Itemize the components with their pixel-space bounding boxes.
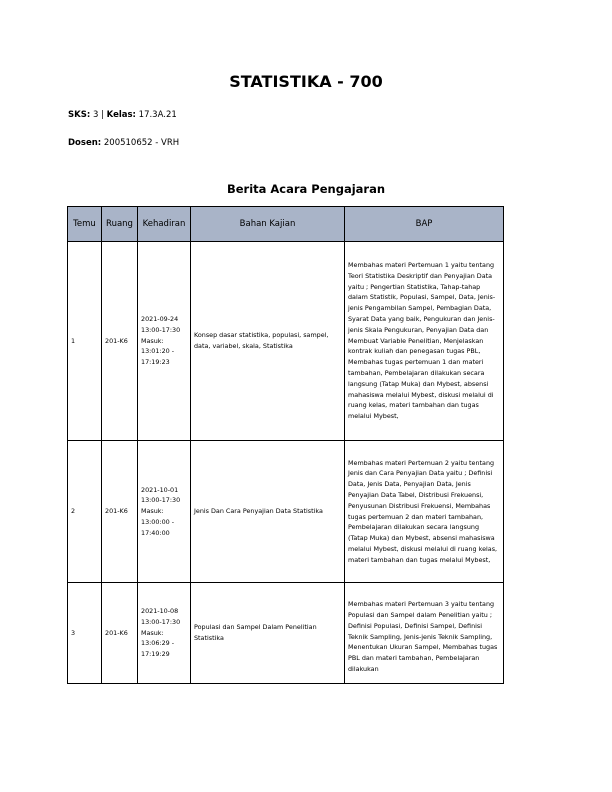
kelas-label: Kelas: [106,110,136,120]
cell-temu: 2 [68,441,102,583]
bap-table [67,206,504,684]
meta-separator: | [101,110,104,120]
table-header-row [68,207,504,242]
cell-kehadiran: 2021-10-08 13:00-17:30 Masuk: 13:06:29 - 17:19:29 [138,583,191,684]
table-row [68,242,504,441]
lecturer-info [68,138,179,148]
page-title: STATISTIKA - 700 [229,72,383,91]
kelas-value: 17.3A.21 [138,110,177,120]
cell-bap: Membahas materi Pertemuan 1 yaitu tentang Teori Statistika Deskriptif dan Penyajian Data yaitu ; Pengertian Statistika, Tahap-tahap dalam Statistik, Populasi, Sampel, Data, Jenis-jenis Pengambilan Sampel, Pembagian Data, Syarat Data yang baik, Pengukuran dan Jenis-jenis Skala Pengukuran, Penyajian Data dan Membuat Variable Penelitian, Menjelaskan kontrak kuliah dan penegasan tugas PBL, Membahas tugas pertemuan 1 dan materi tambahan, Pembelajaran dilakukan secara langsung (Tatap Muka) dan Mybest, absensi mahasiswa melalui Mybest, diskusi melalui di ruang kelas, materi tambahan dan tugas melalui Mybest, [345,242,504,441]
cell-bahan-kajian: Jenis Dan Cara Penyajian Data Statistika [191,441,345,583]
cell-ruang: 201-K6 [102,242,138,441]
table-row [68,441,504,583]
table-row [68,583,504,684]
cell-ruang: 201-K6 [102,441,138,583]
section-title: Berita Acara Pengajaran [226,182,386,196]
course-info [68,110,177,120]
header-bahan-kajian: Bahan Kajian [191,207,345,242]
header-bap: BAP [345,207,504,242]
dosen-value: 200510652 - VRH [103,138,180,148]
sks-label: SKS: [68,110,91,120]
cell-ruang: 201-K6 [102,583,138,684]
cell-bahan-kajian: Konsep dasar statistika, populasi, sampel, data, variabel, skala, Statistika [191,242,345,441]
cell-temu: 3 [68,583,102,684]
cell-temu: 1 [68,242,102,441]
cell-kehadiran: 2021-10-01 13:00-17:30 Masuk: 13:00:00 - 17:40:00 [138,441,191,583]
header-kehadiran: Kehadiran [138,207,191,242]
header-temu: Temu [68,207,102,242]
header-ruang: Ruang [102,207,138,242]
sks-value: 3 [92,110,99,120]
cell-kehadiran: 2021-09-24 13:00-17:30 Masuk: 13:01:20 - 17:19:23 [138,242,191,441]
cell-bahan-kajian: Populasi dan Sampel Dalam Penelitian Statistika [191,583,345,684]
cell-bap: Membahas materi Pertemuan 3 yaitu tentang Populasi dan Sampel dalam Penelitian yaitu ; Definisi Populasi, Definisi Sampel, Definisi Teknik Sampling, Jenis-jenis Teknik Sampling, Menentukan Ukuran Sampel, Membahas tugas PBL dan materi tambahan, Pembelajaran dilakukan [345,583,504,684]
cell-bap: Membahas materi Pertemuan 2 yaitu tentang Jenis dan Cara Penyajian Data yaitu ; Definisi Data, Jenis Data, Penyajian Data, Jenis Penyajian Data Tabel, Distribusi Frekuensi, Penyusunan Distribusi Frekuensi, Membahas tugas pertemuan 2 dan materi tambahan, Pembelajaran dilakukan secara langsung (Tatap Muka) dan Mybest, absensi mahasiswa melalui Mybest, diskusi melalui di ruang kelas, materi tambahan dan tugas melalui Mybest, [345,441,504,583]
dosen-label: Dosen: [68,138,102,148]
